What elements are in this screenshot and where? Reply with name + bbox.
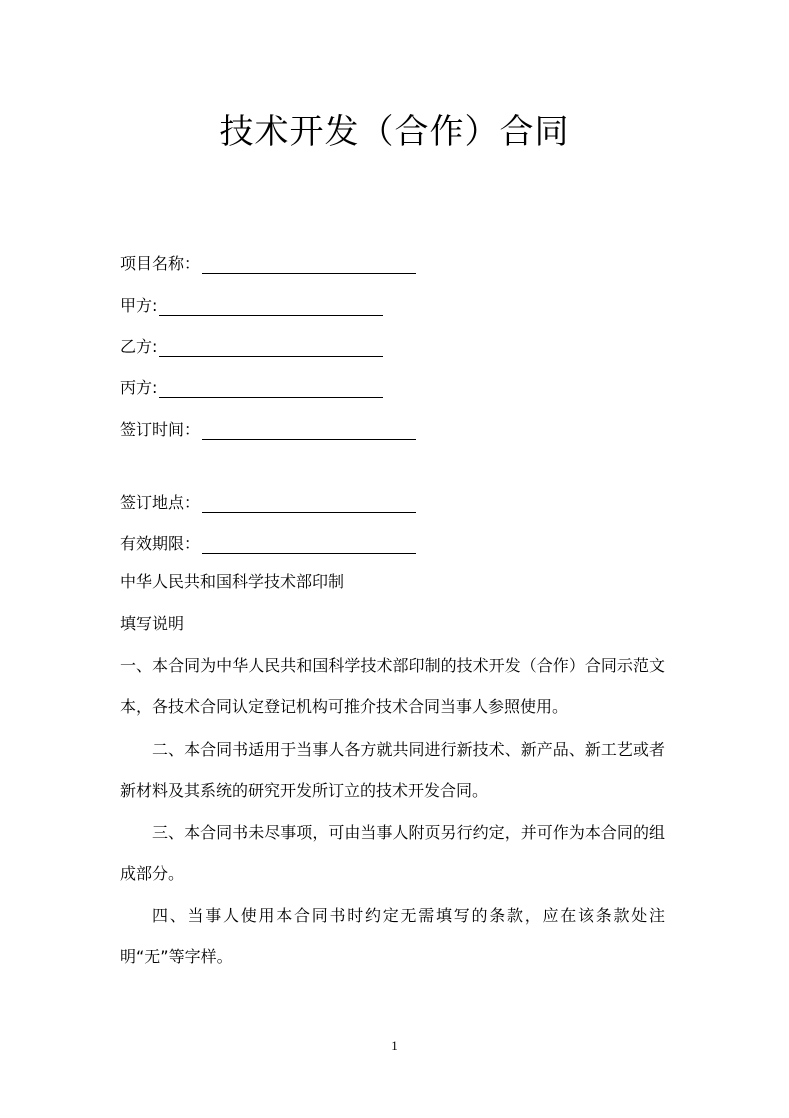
sign-place-blank[interactable] [202,492,416,513]
instructions-heading: 填写说明 [120,614,185,633]
instruction-item: 三、本合同书未尽事项，可由当事人附页另行约定，并可作为本合同的组成部分。 [120,823,665,883]
sign-place-label: 签订地点： [120,493,201,512]
party-c-label: 丙方: [120,378,158,397]
party-c-blank[interactable] [159,377,383,398]
project-name-field [120,250,416,274]
instruction-item: 四、当事人使用本合同书时约定无需填写的条款，应在该条款处注明“无”等字样。 [120,906,665,966]
party-b-blank[interactable] [159,336,383,357]
project-name-blank[interactable] [202,253,416,274]
sign-time-field [120,416,416,440]
party-c-field [120,374,383,398]
sign-place-field [120,489,416,513]
sign-time-label: 签订时间： [120,420,201,439]
sign-time-blank[interactable] [202,419,416,440]
party-a-label: 甲方: [120,296,158,315]
document-title: 技术开发（合作）合同 [219,112,570,152]
validity-field [120,530,416,554]
party-a-field [120,292,383,316]
party-a-blank[interactable] [159,295,383,316]
party-b-label: 乙方: [120,337,158,356]
party-b-field [120,333,383,357]
instruction-item: 一、本合同为中华人民共和国科学技术部印制的技术开发（合作）合同示范文本，各技术合同认定登记机构可推介技术合同当事人参照使用。 [120,656,665,716]
page-number: 1 [391,1038,398,1053]
validity-label: 有效期限： [120,534,201,553]
instruction-item: 二、本合同书适用于当事人各方就共同进行新技术、新产品、新工艺或者新材料及其系统的研究开发所订立的技术开发合同。 [120,740,665,800]
publisher-line: 中华人民共和国科学技术部印制 [120,572,345,591]
project-name-label: 项目名称： [120,254,201,273]
validity-blank[interactable] [202,533,416,554]
